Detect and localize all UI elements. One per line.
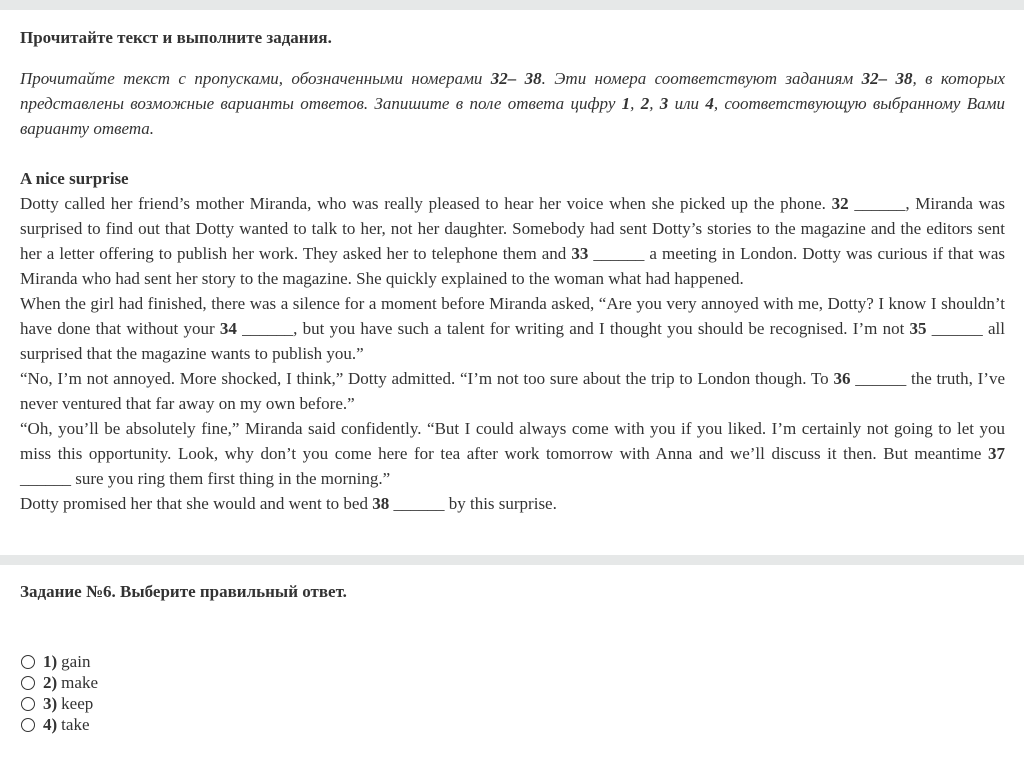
gap-number-34: 34 <box>219 319 237 338</box>
option-label: keep <box>61 693 94 713</box>
story-paragraph: Dotty called her friend’s mother Miranda, who was really pleased to hear her voice when she picked up the phone. 32 ______, Miranda was surprised to find out that Dotty wanted to talk to her, not her daughter. Somebody had sent Dotty’s stories to the magazine and the editors sent her a letter offering to publish her work. They asked her to telephone them and 33 ______ a meeting in London. Dotty was curious if that was Miranda who had sent her story to the magazine. She quickly explained to the woman what had happened. <box>20 194 1006 288</box>
gap-number-33: 33 <box>571 244 589 263</box>
story-paragraph: When the girl had finished, there was a silence for a moment before Miranda asked, “Are you very annoyed with me, Dotty? I know I shouldn’t have done that without your 34 ______, but you have such a talent for writing and I thought you should be recognised. I’m not 35 ______ all surprised that the magazine wants to publish you.” <box>20 294 1005 363</box>
task-heading: Прочитайте текст и выполните задания. <box>20 28 332 47</box>
question-heading: Задание №6. Выберите правильный ответ. <box>20 582 347 601</box>
instructions-text: Прочитайте текст с пропусками, обозначенными номерами 32– 38. Эти номера соответствуют заданиям 32– 38, в которых представлены возможные варианты ответов. Запишите в поле ответа цифру 1, 2, 3 или 4, соответствующую выбранному Вами варианту ответа. <box>20 69 1006 138</box>
section-divider <box>0 555 1024 565</box>
answer-option-4[interactable] <box>21 714 98 735</box>
gap-blank-36: ______ <box>855 369 907 388</box>
option-number: 4) <box>43 714 58 734</box>
gap-blank-34: ______ <box>242 319 294 338</box>
gap-number-36: 36 <box>833 369 851 388</box>
gap-number-38: 38 <box>372 494 390 513</box>
gap-blank-35: ______ <box>931 319 983 338</box>
range-32-38-second: 32– 38 <box>861 69 913 88</box>
radio-button-icon[interactable] <box>21 718 35 732</box>
question-section <box>20 581 1005 603</box>
answer-options <box>21 651 98 735</box>
option-label: make <box>61 672 98 692</box>
story-paragraph: “No, I’m not annoyed. More shocked, I think,” Dotty admitted. “I’m not too sure about the trip to London though. To 36 ______ the truth, I’ve never ventured that far away on my own before.” <box>20 369 1006 413</box>
gap-blank-32: ______ <box>854 194 906 213</box>
gap-number-37: 37 <box>988 444 1005 463</box>
radio-button-icon[interactable] <box>21 655 35 669</box>
story-title: A nice surprise <box>20 169 129 188</box>
story-paragraph: Dotty promised her that she would and went to bed 38 ______ by this surprise. <box>20 494 557 513</box>
gap-blank-33: ______ <box>593 244 645 263</box>
gap-number-32: 32 <box>831 194 849 213</box>
radio-button-icon[interactable] <box>21 697 35 711</box>
story-paragraph: “Oh, you’ll be absolutely fine,” Miranda said confidently. “But I could always come with you if you liked. I’m certainly not going to let you miss this opportunity. Look, why don’t you come here for tea after work tomorrow with Anna and we’ll discuss it then. But meantime 37 ______ sure you ring them first thing in the morning.” <box>20 419 1005 488</box>
reading-section <box>20 27 1005 516</box>
gap-blank-37: ______ <box>20 469 71 488</box>
gap-blank-38: ______ <box>393 494 445 513</box>
option-number: 2) <box>43 672 58 692</box>
story-text <box>20 191 1005 516</box>
option-label: take <box>61 714 90 734</box>
option-number: 3) <box>43 693 58 713</box>
option-label: gain <box>61 651 91 671</box>
answer-option-3[interactable] <box>21 693 98 714</box>
range-32-38: 32– 38 <box>490 69 542 88</box>
answer-option-1[interactable] <box>21 651 98 672</box>
top-divider <box>0 0 1024 10</box>
answer-option-2[interactable] <box>21 672 98 693</box>
gap-number-35: 35 <box>909 319 927 338</box>
option-number: 1) <box>43 651 58 671</box>
radio-button-icon[interactable] <box>21 676 35 690</box>
